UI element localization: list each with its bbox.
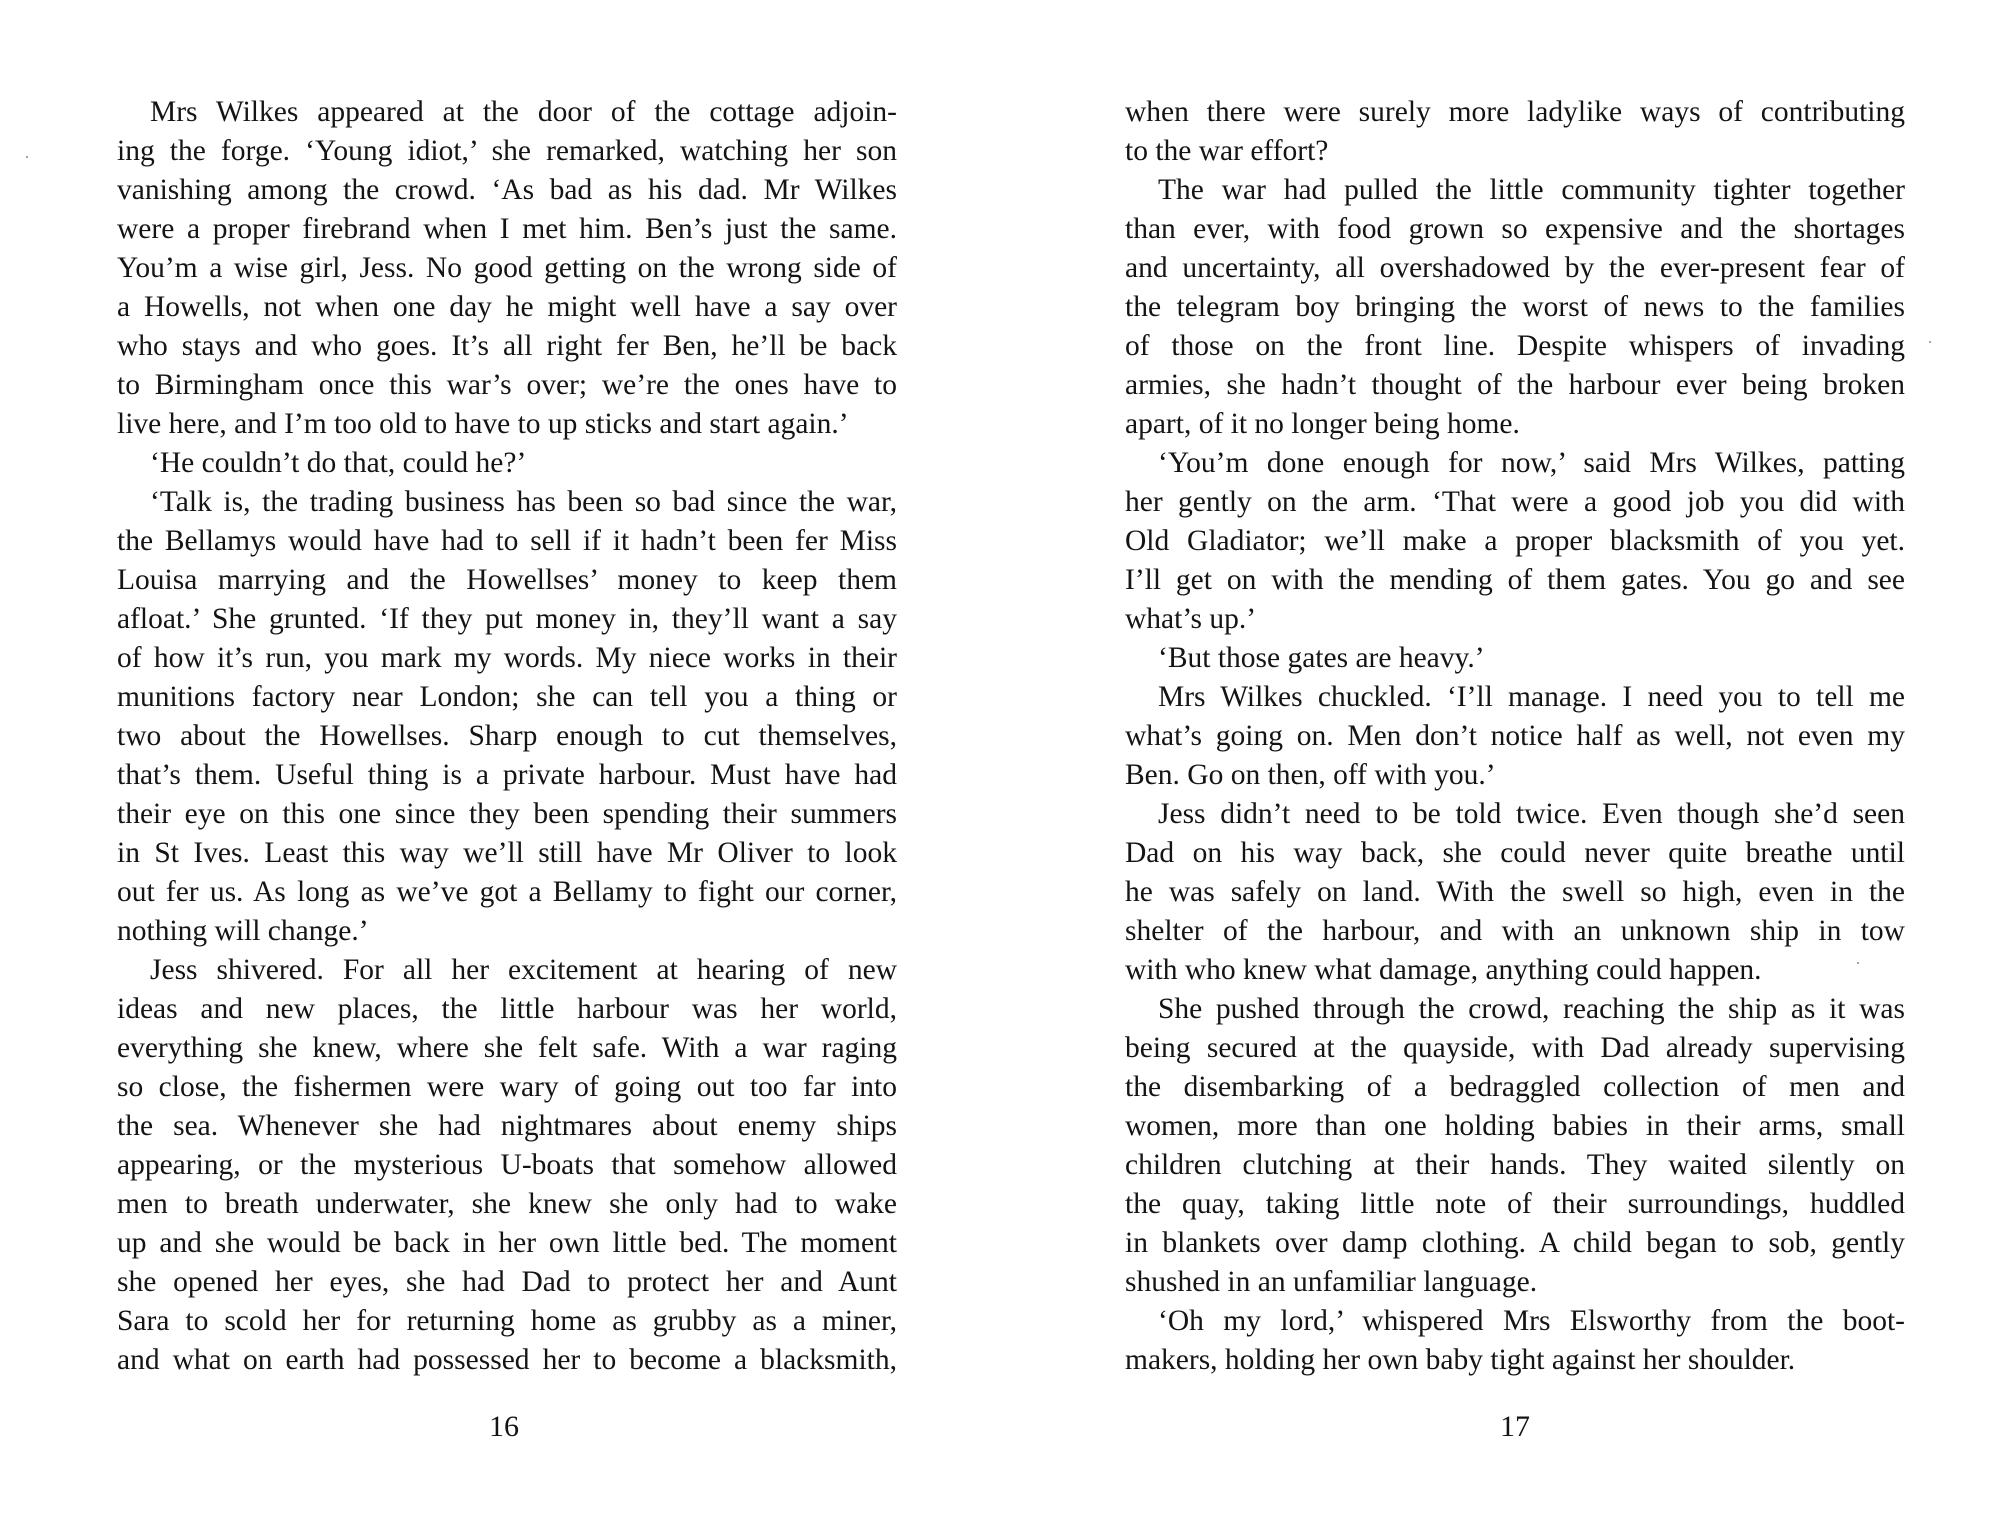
text-line: and uncertainty, all overshadowed by the ever-present fear of: [1125, 252, 1905, 284]
text-line: and what on earth had possessed her to become a blacksmith,: [117, 1344, 897, 1376]
text-line: afloat.’ She grunted. ‘If they put money in, they’ll want a say: [117, 603, 897, 635]
text-line: the Bellamys would have had to sell if it hadn’t been fer Miss: [117, 525, 897, 557]
text-line: vanishing among the crowd. ‘As bad as his dad. Mr Wilkes: [117, 174, 897, 206]
scan-speck: [1929, 341, 1931, 343]
right-page-number: 17: [1500, 1410, 1530, 1443]
text-line: that’s them. Useful thing is a private harbour. Must have had: [117, 759, 897, 791]
text-line: men to breath underwater, she knew she only had to wake: [117, 1188, 897, 1220]
text-line: shushed in an unfamiliar language.: [1125, 1266, 1538, 1298]
text-line: what’s going on. Men don’t notice half as well, not even my: [1125, 720, 1905, 752]
text-line: the quay, taking little note of their surroundings, huddled: [1125, 1188, 1905, 1220]
text-line: I’ll get on with the mending of them gates. You go and see: [1125, 564, 1905, 596]
text-line: in St Ives. Least this way we’ll still have Mr Oliver to look: [117, 837, 897, 869]
text-line: she opened her eyes, she had Dad to protect her and Aunt: [117, 1266, 897, 1298]
text-line: what’s up.’: [1125, 603, 1257, 635]
right-page-text: [1125, 93, 1905, 1380]
text-line: Jess shivered. For all her excitement at hearing of new: [150, 954, 897, 986]
text-line: being secured at the quayside, with Dad already supervising: [1125, 1032, 1905, 1064]
scan-speck: [26, 156, 28, 158]
text-line: their eye on this one since they been spending their summers: [117, 798, 897, 830]
text-line: who stays and who goes. It’s all right fer Ben, he’ll be back: [117, 330, 897, 362]
text-line: ‘But those gates are heavy.’: [1158, 642, 1485, 674]
left-page-text: [117, 93, 897, 1380]
text-line: ing the forge. ‘Young idiot,’ she remarked, watching her son: [117, 135, 897, 167]
text-line: two about the Howellses. Sharp enough to cut themselves,: [117, 720, 897, 752]
text-line: live here, and I’m too old to have to up sticks and start again.’: [117, 408, 849, 440]
text-line: appearing, or the mysterious U-boats that somehow allowed: [117, 1149, 897, 1181]
text-line: nothing will change.’: [117, 915, 369, 947]
left-page-number: 16: [489, 1410, 519, 1443]
text-line: ‘Talk is, the trading business has been so bad since the war,: [150, 486, 897, 518]
text-line: in blankets over damp clothing. A child began to sob, gently: [1125, 1227, 1905, 1259]
text-line: when there were surely more ladylike ways of contributing: [1125, 96, 1905, 128]
text-line: armies, she hadn’t thought of the harbour ever being broken: [1125, 369, 1905, 401]
text-line: the telegram boy bringing the worst of news to the families: [1125, 291, 1905, 323]
text-line: children clutching at their hands. They waited silently on: [1125, 1149, 1905, 1181]
text-line: her gently on the arm. ‘That were a good job you did with: [1125, 486, 1905, 518]
text-line: Mrs Wilkes appeared at the door of the cottage adjoin-: [150, 96, 897, 128]
text-line: Mrs Wilkes chuckled. ‘I’ll manage. I need you to tell me: [1158, 681, 1905, 713]
text-line: shelter of the harbour, and with an unknown ship in tow: [1125, 915, 1905, 947]
text-line: to the war effort?: [1125, 135, 1329, 167]
text-line: up and she would be back in her own little bed. The moment: [117, 1227, 897, 1259]
text-line: Dad on his way back, she could never quite breathe until: [1125, 837, 1905, 869]
text-line: of how it’s run, you mark my words. My niece works in their: [117, 642, 897, 674]
text-line: Jess didn’t need to be told twice. Even though she’d seen: [1158, 798, 1905, 830]
text-line: makers, holding her own baby tight against her shoulder.: [1125, 1344, 1796, 1376]
text-line: than ever, with food grown so expensive and the shortages: [1125, 213, 1905, 245]
scan-speck: [1857, 962, 1859, 964]
text-line: Ben. Go on then, off with you.’: [1125, 759, 1496, 791]
text-line: everything she knew, where she felt safe. With a war raging: [117, 1032, 897, 1064]
text-line: Sara to scold her for returning home as grubby as a miner,: [117, 1305, 897, 1337]
text-line: You’m a wise girl, Jess. No good getting on the wrong side of: [117, 252, 897, 284]
text-line: apart, of it no longer being home.: [1125, 408, 1520, 440]
text-line: out fer us. As long as we’ve got a Bellamy to fight our corner,: [117, 876, 897, 908]
text-line: Louisa marrying and the Howellses’ money to keep them: [117, 564, 897, 596]
text-line: ‘Oh my lord,’ whispered Mrs Elsworthy from the boot-: [1158, 1305, 1905, 1337]
text-line: a Howells, not when one day he might well have a say over: [117, 291, 897, 323]
text-line: of those on the front line. Despite whispers of invading: [1125, 330, 1905, 362]
text-line: to Birmingham once this war’s over; we’re the ones have to: [117, 369, 897, 401]
text-line: so close, the fishermen were wary of going out too far into: [117, 1071, 897, 1103]
text-line: The war had pulled the little community tighter together: [1158, 174, 1905, 206]
text-line: ideas and new places, the little harbour was her world,: [117, 993, 897, 1025]
text-line: the sea. Whenever she had nightmares about enemy ships: [117, 1110, 897, 1142]
text-line: were a proper firebrand when I met him. Ben’s just the same.: [117, 213, 897, 245]
text-line: munitions factory near London; she can tell you a thing or: [117, 681, 897, 713]
text-line: She pushed through the crowd, reaching the ship as it was: [1158, 993, 1905, 1025]
text-line: ‘He couldn’t do that, could he?’: [150, 447, 527, 479]
text-line: the disembarking of a bedraggled collection of men and: [1125, 1071, 1905, 1103]
text-line: with who knew what damage, anything could happen.: [1125, 954, 1762, 986]
text-line: ‘You’m done enough for now,’ said Mrs Wilkes, patting: [1158, 447, 1905, 479]
text-line: women, more than one holding babies in their arms, small: [1125, 1110, 1905, 1142]
text-line: he was safely on land. With the swell so high, even in the: [1125, 876, 1905, 908]
text-line: Old Gladiator; we’ll make a proper blacksmith of you yet.: [1125, 525, 1905, 557]
